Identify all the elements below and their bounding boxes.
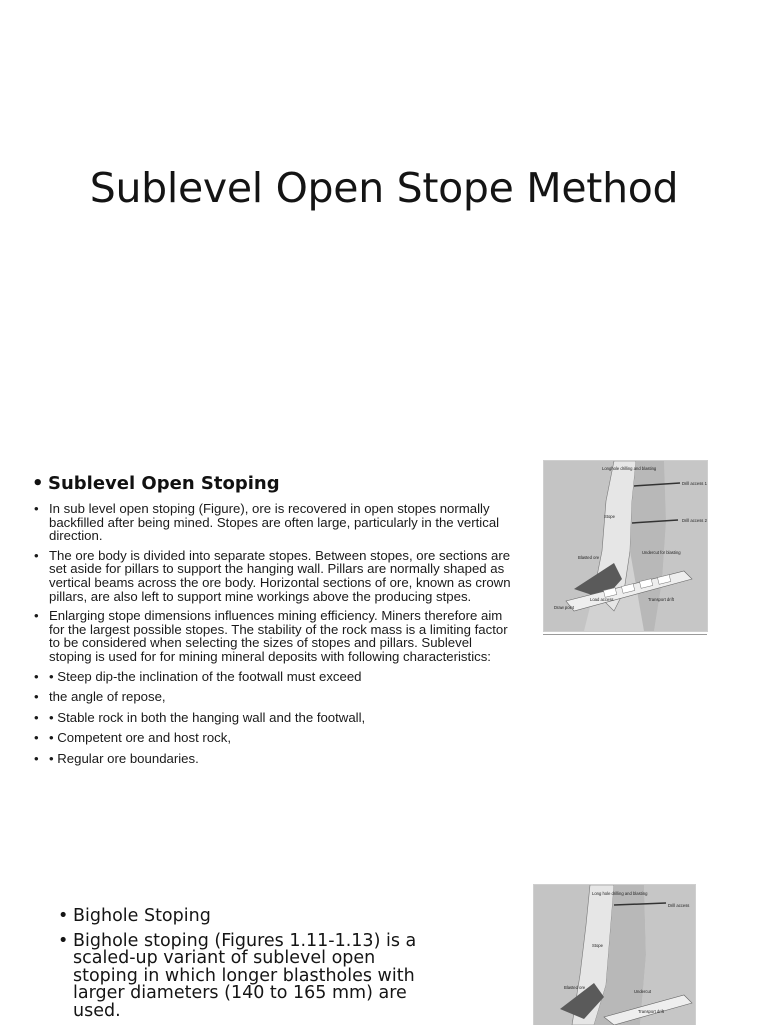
bullet-text: the angle of repose, — [49, 689, 166, 705]
bullet-text: Bighole Stoping — [73, 906, 211, 926]
bighole-list — [58, 908, 423, 1028]
fig1-label-transport-drift: Transport drift — [648, 597, 674, 602]
bullet-text: • Stable rock in both the hanging wall and the footwall, — [49, 709, 366, 725]
bullet: • — [58, 930, 69, 951]
section-heading-text: Sublevel Open Stoping — [48, 473, 280, 494]
bullet-text: The ore body is divided into separate stopes. Between stopes, ore sections are set aside for pillars to support the hanging wall. Pillars are normally shaped as vertical beams across the ore body. Horizontal sections of ore, known as crown pillars, are also left to support mine workings above the producing stpes. — [49, 547, 511, 604]
bullet-text: Enlarging stope dimensions influences mining efficiency. Miners therefore aim for the largest possible stopes. The stability of the rock mass is a limiting factor to be considered when selecting the sizes of stopes and pillars. Sublevel stoping is used for for mining mineral deposits with following characteristics: — [49, 608, 508, 664]
figure-caption-rule — [543, 634, 707, 635]
bullet-text: • Regular ore boundaries. — [49, 750, 199, 766]
fig2-label-longhole: Long hole drilling and blasting — [592, 891, 648, 896]
fig2-label-transport-drift: Transport drift — [638, 1009, 664, 1014]
sublevel-stoping-diagram — [544, 461, 707, 631]
bullet-item — [58, 930, 423, 1021]
fig2-label-blasted-ore: Blasted ore — [564, 985, 586, 990]
bullet: • — [58, 906, 69, 926]
fig1-label-longhole: Longhole drilling and blasting — [602, 466, 657, 471]
fig2-label-undercut: Undercut — [634, 989, 651, 994]
fig1-label-blasted-ore: Blasted ore — [578, 555, 600, 560]
bullet: • — [34, 501, 39, 516]
bullet-text: In sub level open stoping (Figure), ore is recovered in open stopes normally backfilled after being mined. Stopes are often large, particularly in the vertical direction. — [49, 501, 500, 544]
bullet: • — [34, 547, 39, 563]
bullet: • — [34, 689, 39, 705]
bullet-item — [34, 711, 514, 725]
bullet: • — [34, 730, 39, 746]
fig2-label-drill-access: Drill access — [668, 903, 690, 908]
slide-title: Sublevel Open Stope Method — [89, 164, 679, 212]
fig1-label-draw-point: Draw point — [554, 605, 575, 610]
fig1-label-drill-access-2: Drill access 2 — [682, 518, 707, 523]
bullet: • — [34, 608, 39, 624]
bighole-stoping-figure — [533, 884, 696, 1025]
bullet-item — [34, 549, 514, 603]
fig2-label-stope: Stope — [592, 943, 603, 948]
bullet-item — [34, 609, 514, 663]
bullet-text: • Steep dip-the inclination of the footwall must exceed — [49, 668, 362, 684]
bullet: • — [32, 473, 44, 494]
bullet-item — [34, 731, 514, 745]
fig1-label-stope: Stope — [604, 514, 615, 519]
bullet-list — [34, 502, 514, 773]
bullet: • — [34, 709, 39, 725]
bullet-item — [34, 670, 514, 684]
bullet-item — [34, 690, 514, 704]
fig1-label-load-access: Load access — [590, 597, 614, 602]
fig1-label-drill-access-1: Drill access 1 — [682, 481, 707, 486]
bullet-text: Bighole stoping (Figures 1.11-1.13) is a scaled-up variant of sublevel open stoping in which longer blastholes with larger diameters (140 to 165 mm) are used. — [73, 930, 417, 1021]
bullet-item — [34, 752, 514, 766]
fig1-label-undercut: Undercut for blasting — [642, 550, 681, 555]
sublevel-stoping-figure — [543, 460, 708, 632]
section-heading — [32, 473, 280, 494]
bullet-item — [34, 502, 514, 543]
bullet: • — [34, 668, 39, 684]
bighole-stoping-diagram — [534, 885, 695, 1025]
bullet: • — [34, 750, 39, 766]
bullet-item — [58, 908, 423, 926]
bullet-text: • Competent ore and host rock, — [49, 730, 232, 746]
